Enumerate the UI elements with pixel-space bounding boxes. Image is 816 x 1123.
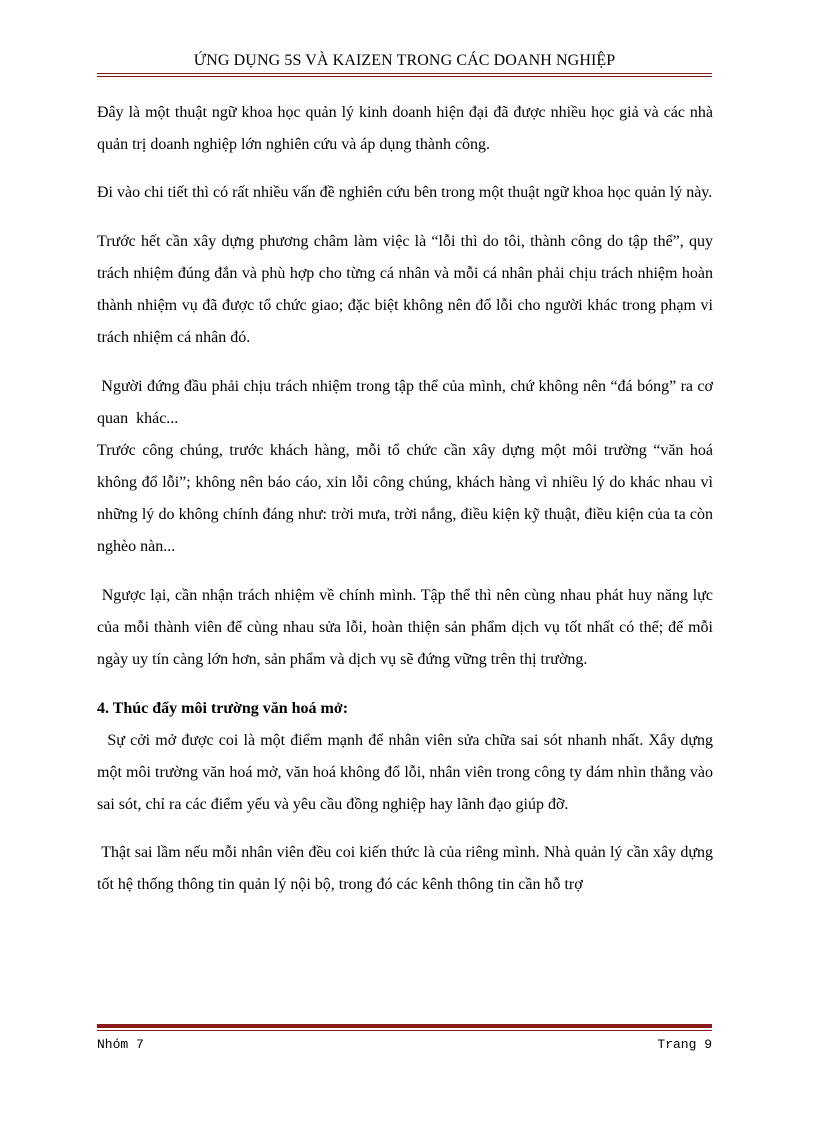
paragraph-gap — [97, 209, 713, 226]
paragraph-4: Người đứng đầu phải chịu trách nhiệm trong tập thể của mình, chứ không nên “đá bóng” ra cơ quan khác... — [97, 378, 717, 427]
paragraph-gap — [97, 821, 713, 837]
paragraph-7: Sự cởi mở được coi là một điểm mạnh để nhân viên sửa chữa sai sót nhanh nhất. Xây dựng một môi trường văn hoá mở, văn hoá không đổ lỗi, nhân viên trong công ty dám nhìn thẳng vào sai sót, chỉ ra các điểm yếu và yêu cầu đồng nghiệp hay lãnh đạo giúp đỡ. — [97, 732, 717, 813]
document-body — [97, 97, 717, 901]
footer-group-label: Nhóm 7 — [97, 1037, 144, 1052]
paragraph-gap — [97, 161, 713, 177]
paragraph-3: Trước hết cần xây dựng phương châm làm việc là “lỗi thì do tôi, thành công do tập thể”, quy trách nhiệm đúng đắn và phù hợp cho từng cá nhân và mỗi cá nhân phải chịu trách nhiệm hoàn thành nhiệm vụ đã được tổ chức giao; đặc biệt không nên đổ lỗi cho người khác trong phạm vi trách nhiệm cá nhân đó. — [97, 233, 713, 346]
paragraph-1: Đây là một thuật ngữ khoa học quản lý kinh doanh hiện đại đã được nhiều học giả và các nhà quản trị doanh nghiệp lớn nghiên cứu và áp dụng thành công. — [97, 104, 713, 153]
footer-rule-thin — [97, 1030, 712, 1031]
paragraph-5: Trước công chúng, trước khách hàng, mỗi tổ chức cần xây dựng một môi trường “văn hoá không đổ lỗi”; không nên báo cáo, xin lỗi công chúng, khách hàng vì nhiều lý do khác nhau vì những lý do không chính đáng như: trời mưa, trời nắng, điều kiện kỹ thuật, điều kiện của ta còn nghèo nàn... — [97, 442, 713, 555]
paragraph-gap — [97, 354, 713, 371]
paragraph-gap — [97, 563, 713, 580]
header-rule-thin — [97, 76, 712, 77]
section-heading-4: 4. Thúc đẩy môi trường văn hoá mở: — [97, 700, 349, 717]
page-footer — [97, 1024, 712, 1053]
header-title: ỨNG DỤNG 5S VÀ KAIZEN TRONG CÁC DOANH NGHIỆP — [193, 52, 616, 69]
page-header — [97, 50, 712, 77]
paragraph-gap — [97, 676, 713, 693]
paragraph-6: Ngược lại, cần nhận trách nhiệm về chính mình. Tập thể thì nên cùng nhau phát huy năng lực của mỗi thành viên để cùng nhau sửa lỗi, hoàn thiện sản phẩm dịch vụ tốt nhất có thể; để mỗi ngày uy tín càng lớn hơn, sản phẩm và dịch vụ sẽ đứng vững trên thị trường. — [97, 587, 717, 668]
paragraph-8: Thật sai lầm nếu mỗi nhân viên đều coi kiến thức là của riêng mình. Nhà quản lý cần xây dựng tốt hệ thống thông tin quản lý nội bộ, trong đó các kênh thông tin cần hỗ trợ — [97, 844, 717, 893]
paragraph-2: Đi vào chi tiết thì có rất nhiều vấn đề nghiên cứu bên trong một thuật ngữ khoa học quản lý này. — [97, 184, 713, 201]
footer-rule-thick — [97, 1024, 712, 1028]
header-rule — [97, 73, 712, 74]
footer-row — [97, 1037, 712, 1053]
footer-page-number: Trang 9 — [657, 1037, 712, 1052]
